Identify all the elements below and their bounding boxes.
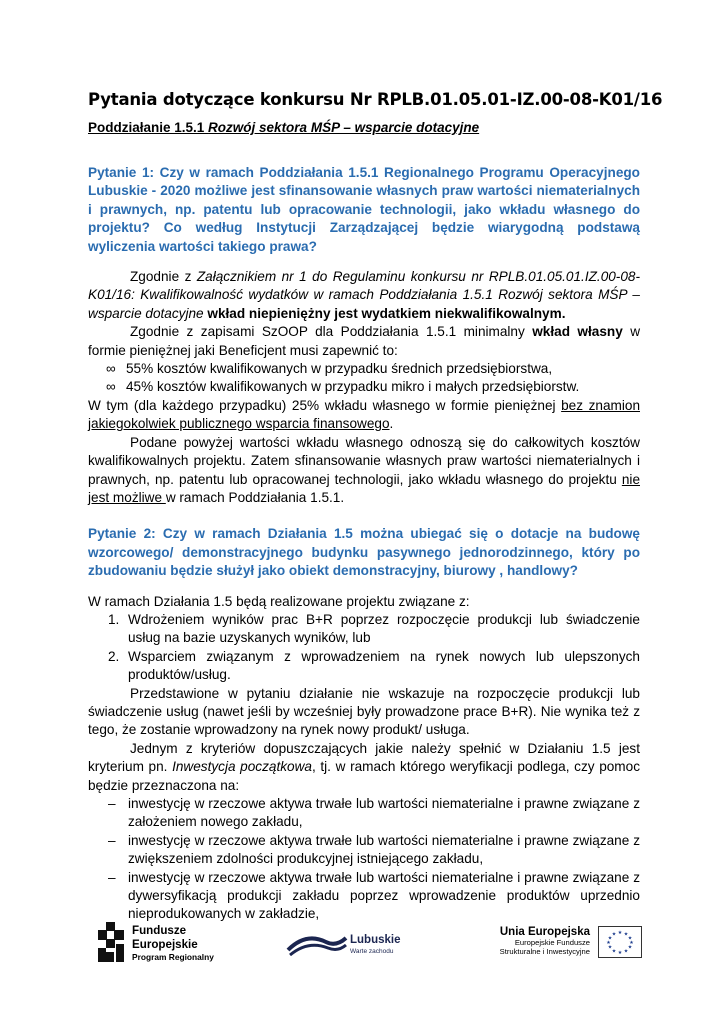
list-number: 1. bbox=[108, 611, 120, 627]
lubuskie-name: Lubuskie bbox=[350, 934, 401, 946]
q2-p2-italic: Inwestycja początkowa bbox=[172, 759, 312, 775]
q1-p2-text: Zgodnie z zapisami SzOOP dla Poddziałania 1.5.1 minimalny bbox=[130, 324, 533, 340]
subtitle-prefix: Poddziałanie 1.5.1 bbox=[88, 120, 209, 135]
list-item-text: Wsparciem związanym z wprowadzeniem na rynek nowych lub ulepszonych produktów/usług. bbox=[128, 648, 640, 683]
q2-paragraph-1: Przedstawione w pytaniu działanie nie wskazuje na rozpoczęcie produkcji lub świadczenie usług (nawet jeśli by wcześniej były prowadzone prace B+R). Nie wynika też z tego, że zostanie wprowadzony na rynek nowy produkt/ usługa. bbox=[88, 685, 640, 738]
q1-p1-text: Zgodnie z bbox=[130, 269, 197, 285]
question-1: Pytanie 1: Czy w ramach Poddziałania 1.5.1 Regionalnego Programu Operacyjnego Lubuskie - 2020 możliwe jest sfinansowanie własnych praw wartości niematerialnych i prawnych, np. patentu lub opracowanie technologii, jako wkładu własnego do projektu? Co według Instytucji Zarządzającej będzie wiarygodną podstawą wyliczenia wartości takiego prawa? bbox=[88, 165, 640, 254]
list-item-text: 45% kosztów kwalifikowanych w przypadku mikro i małych przedsiębiorstw. bbox=[126, 379, 580, 395]
q1-p3-text: W tym (dla każdego przypadku) 25% wkładu własnego w formie pieniężnej bbox=[88, 397, 562, 413]
svg-text:★: ★ bbox=[627, 944, 633, 951]
q1-p1-italic: Załącznikiem nr 1 do Regulaminu konkursu nr RPLB.01.05.01.IZ.00-08-K01/16: Kwalifikowalność wydatków w ramach Poddziałania 1.5.1 Rozwój sektora MŚP – wsparcie dotacyjne bbox=[88, 269, 640, 321]
svg-text:★: ★ bbox=[629, 940, 634, 946]
svg-text:★: ★ bbox=[623, 948, 629, 955]
q1-p4-underlined: nie jest możliwe bbox=[88, 471, 640, 505]
infinity-bullet-icon: ∞ bbox=[106, 361, 116, 377]
svg-text:★: ★ bbox=[623, 931, 629, 938]
svg-text:★: ★ bbox=[627, 935, 633, 942]
q1-paragraph-4 bbox=[88, 434, 640, 508]
q2-numbered-list bbox=[88, 611, 640, 685]
q1-p2-rest: w formie pieniężnej jaki Beneficjent musi zapewnić to: bbox=[88, 324, 641, 358]
q2-p2-text: Jednym z kryteriów dopuszczających jakie należy spełnić w Działaniu 1.5 jest kryterium pn. bbox=[88, 740, 640, 775]
dash-bullet-icon: – bbox=[108, 832, 116, 848]
subtitle-italic: Rozwój sektora MŚP – wsparcie dotacyjne bbox=[208, 120, 480, 135]
q1-p1-bold: wkład niepieniężny jest wydatkiem niekwalifikowalnym. bbox=[203, 305, 566, 321]
q1-p3-end: . bbox=[389, 416, 394, 432]
question-2: Pytanie 2: Czy w ramach Działania 1.5 można ubiegać się o dotacje na budowę wzorcowego/ demonstracyjnego budynku pasywnego jednorodzinnego, który po zbudowaniu będzie służył jako obiekt demonstracyjny, biurowy , handlowy? bbox=[88, 526, 640, 579]
q2-dash-list bbox=[88, 795, 640, 924]
q2-paragraph-2 bbox=[88, 740, 640, 795]
svg-text:★: ★ bbox=[607, 944, 613, 951]
list-item bbox=[88, 378, 640, 396]
infinity-bullet-icon: ∞ bbox=[106, 379, 116, 395]
list-item bbox=[88, 869, 640, 924]
svg-text:★: ★ bbox=[607, 935, 613, 942]
fe-line-2: Europejskie bbox=[132, 937, 198, 951]
q2-intro: W ramach Działania 1.5 będą realizowane projektu związane z: bbox=[88, 593, 470, 609]
q1-p2-bold: wkład własny bbox=[532, 324, 623, 340]
fe-line-3: Program Regionalny bbox=[132, 952, 214, 962]
svg-text:★: ★ bbox=[617, 930, 623, 936]
list-item-text: 55% kosztów kwalifikowanych w przypadku średnich przedsiębiorstwa, bbox=[126, 361, 553, 377]
footer-logos bbox=[90, 918, 640, 978]
q1-paragraph-3 bbox=[88, 397, 640, 434]
svg-text:★: ★ bbox=[611, 931, 617, 938]
list-number: 2. bbox=[108, 648, 120, 664]
list-item bbox=[88, 648, 640, 685]
list-item-text: inwestycję w rzeczowe aktywa trwałe lub wartości niematerialne i prawne związane z założeniem nowego zakładu, bbox=[128, 796, 640, 830]
dash-bullet-icon: – bbox=[108, 796, 116, 811]
q2-p2-rest: , tj. w ramach którego weryfikacji podlega, czy pomoc będzie przeznaczona na: bbox=[88, 759, 640, 793]
lubuskie-tagline: Warte zachodu bbox=[350, 948, 394, 955]
q1-p4-text: Podane powyżej wartości wkładu własnego odnoszą się do całkowitych kosztów kwalifikowalnych projektu. Zatem sfinansowanie własnych praw wartości niematerialnych i prawnych, np. patentu lub opracowanej technologii, jako wkładu własnego do projektu bbox=[88, 434, 640, 487]
list-item-text: inwestycję w rzeczowe aktywa trwałe lub wartości niematerialne i prawne związane z zwiększeniem zdolności produkcyjnej istniejącego zakładu, bbox=[128, 832, 640, 867]
unia-europejska-text bbox=[466, 926, 590, 956]
q1-paragraph-2 bbox=[88, 323, 640, 360]
ue-line-2: Europejskie Fundusze bbox=[514, 938, 590, 947]
section-subtitle bbox=[88, 120, 479, 135]
list-item bbox=[88, 360, 640, 378]
list-item-text: inwestycję w rzeczowe aktywa trwałe lub wartości niematerialne i prawne związane z dywersyfikacją produkcji zakładu poprzez wprowadzenie produktów uprzednio nieprodukowanych w zakładzie, bbox=[128, 869, 640, 922]
ue-line-3: Strukturalne i Inwestycyjne bbox=[499, 947, 590, 956]
list-item bbox=[88, 832, 640, 869]
ue-line-1: Unia Europejska bbox=[499, 926, 590, 938]
fe-emblem-icon bbox=[96, 922, 128, 964]
svg-text:★: ★ bbox=[617, 950, 623, 956]
svg-text:★: ★ bbox=[606, 940, 611, 946]
list-item bbox=[88, 611, 640, 648]
q1-paragraph-1 bbox=[88, 268, 640, 323]
q1-bullet-list bbox=[88, 360, 640, 397]
q1-p4-end: w ramach Poddziałania 1.5.1. bbox=[165, 489, 345, 505]
lubuskie-logo bbox=[286, 930, 401, 961]
list-item bbox=[88, 795, 640, 832]
svg-text:★: ★ bbox=[611, 948, 617, 955]
dash-bullet-icon: – bbox=[108, 869, 116, 885]
fundusze-europejskie-logo bbox=[96, 922, 214, 969]
lubuskie-wave-icon bbox=[286, 930, 348, 956]
document-body bbox=[88, 164, 640, 924]
q1-p3-underlined: bez znamion jakiegokolwiek publicznego wsparcia finansowego bbox=[88, 397, 640, 432]
page-title: Pytania dotyczące konkursu Nr RPLB.01.05.01-IZ.00-08-K01/16 bbox=[88, 90, 663, 109]
fe-line-1: Fundusze bbox=[132, 924, 187, 937]
fe-text bbox=[132, 924, 214, 965]
eu-flag-icon bbox=[598, 926, 642, 958]
list-item-text: Wdrożeniem wyników prac B+R poprzez rozpoczęcie produkcji lub świadczenie usług na bazie uzyskanych wyników, lub bbox=[128, 611, 640, 646]
